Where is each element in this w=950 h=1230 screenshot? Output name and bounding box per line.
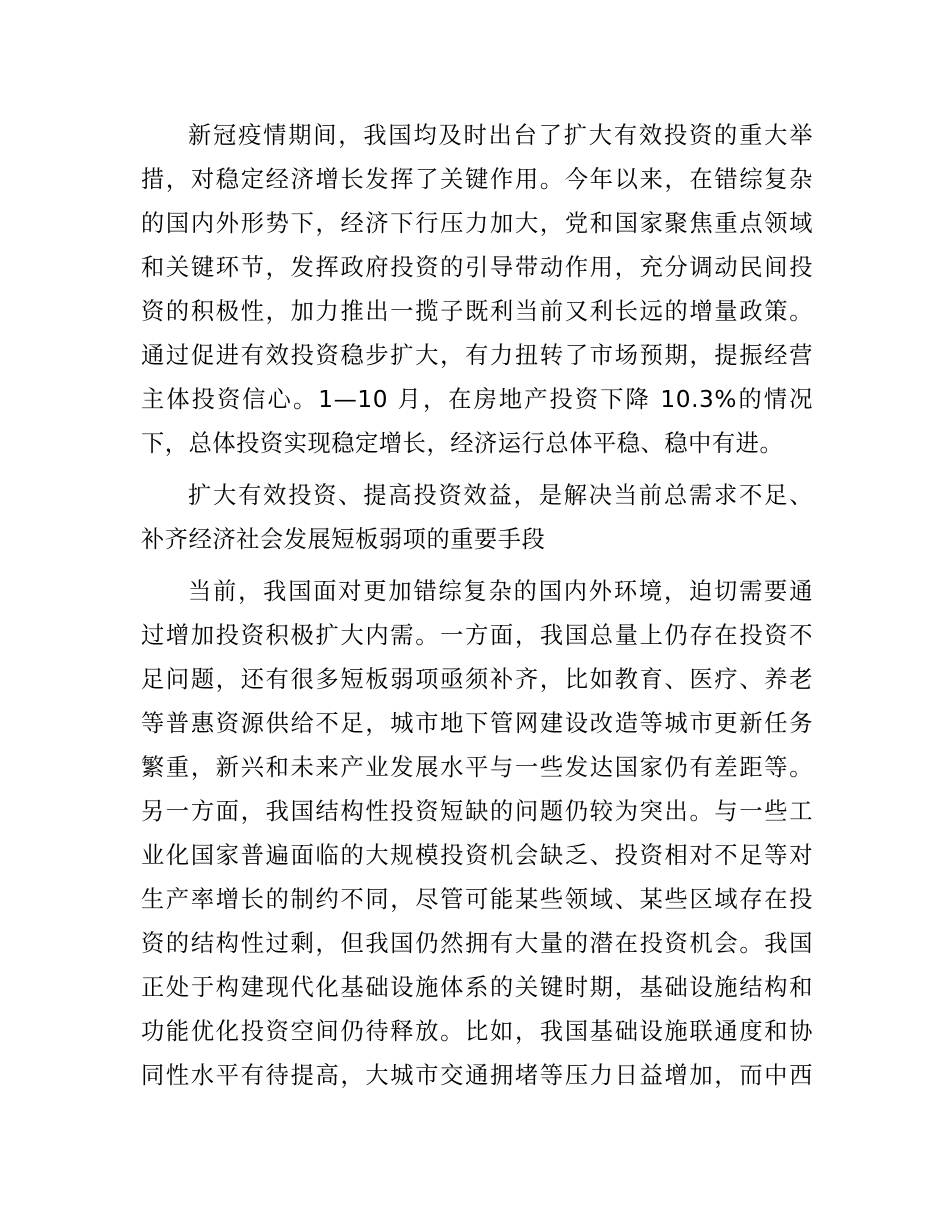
section-heading-line-1: 扩大有效投资、提高投资效益，是解决当前总需求不足、 <box>188 482 813 509</box>
paragraph-1-line-1: 新冠疫情期间，我国均及时出台了扩大有效投资的重大举 <box>188 122 813 149</box>
paragraph-1-line-7: 主体投资信心。1—10 月，在房地产投资下降 10.3%的情况 <box>141 386 813 413</box>
section-heading-line-2: 补齐经济社会发展短板弱项的重要手段 <box>141 526 546 553</box>
paragraph-2-line-6: 另一方面，我国结构性投资短缺的问题仍较为突出。与一些工 <box>141 798 813 825</box>
paragraph-2-line-10: 正处于构建现代化基础设施体系的关键时期，基础设施结构和 <box>141 974 813 1001</box>
paragraph-2-line-3: 足问题，还有很多短板弱项亟须补齐，比如教育、医疗、养老 <box>141 666 813 693</box>
paragraph-1-line-5: 资的积极性，加力推出一揽子既利当前又利长远的增量政策。 <box>141 298 813 325</box>
paragraph-1-line-4: 和关键环节，发挥政府投资的引导带动作用，充分调动民间投 <box>141 254 813 281</box>
paragraph-2-line-7: 业化国家普遍面临的大规模投资机会缺乏、投资相对不足等对 <box>141 842 813 869</box>
paragraph-2-line-5: 繁重，新兴和未来产业发展水平与一些发达国家仍有差距等。 <box>141 754 813 781</box>
paragraph-2-line-8: 生产率增长的制约不同，尽管可能某些领域、某些区域存在投 <box>141 886 813 913</box>
paragraph-1-line-6: 通过促进有效投资稳步扩大，有力扭转了市场预期，提振经营 <box>141 342 813 369</box>
paragraph-2-line-2: 过增加投资积极扩大内需。一方面，我国总量上仍存在投资不 <box>141 622 813 649</box>
paragraph-2-line-4: 等普惠资源供给不足，城市地下管网建设改造等城市更新任务 <box>141 710 813 737</box>
paragraph-2-line-11: 功能优化投资空间仍待释放。比如，我国基础设施联通度和协 <box>141 1018 813 1045</box>
paragraph-2-line-9: 资的结构性过剩，但我国仍然拥有大量的潜在投资机会。我国 <box>141 930 813 957</box>
paragraph-1-line-3: 的国内外形势下，经济下行压力加大，党和国家聚焦重点领域 <box>141 210 813 237</box>
paragraph-2-line-12: 同性水平有待提高，大城市交通拥堵等压力日益增加，而中西 <box>141 1062 813 1089</box>
paragraph-1-line-8: 下，总体投资实现稳定增长，经济运行总体平稳、稳中有进。 <box>141 430 784 457</box>
paragraph-2-line-1: 当前，我国面对更加错综复杂的国内外环境，迫切需要通 <box>188 578 813 605</box>
paragraph-1-line-2: 措，对稳定经济增长发挥了关键作用。今年以来，在错综复杂 <box>141 166 813 193</box>
